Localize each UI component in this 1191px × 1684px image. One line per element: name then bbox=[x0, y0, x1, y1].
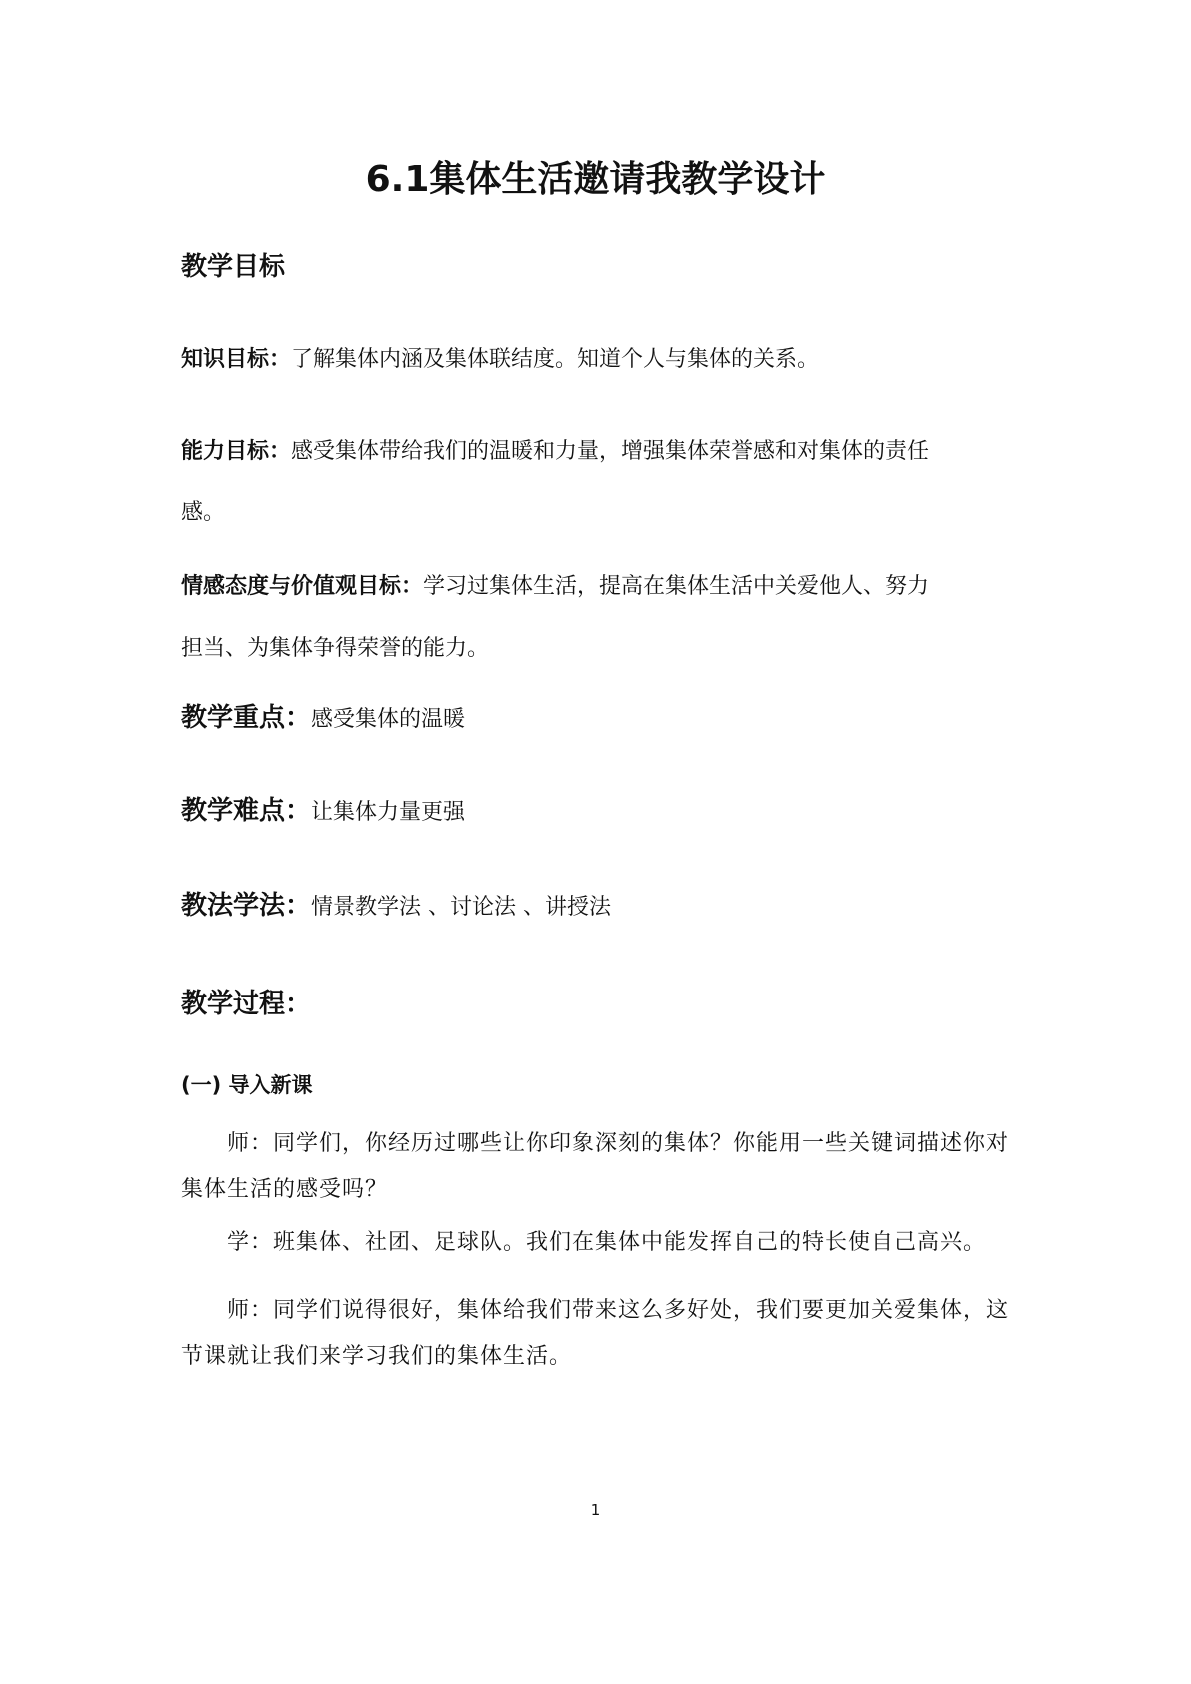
knowledge-goal bbox=[181, 345, 819, 375]
ability-goal-label: 能力目标： bbox=[181, 439, 292, 464]
difficult-point-label: 教学难点： bbox=[181, 796, 312, 826]
ability-goal-text-line1: 感受集体带给我们的温暖和力量，增强集体荣誉感和对集体的责任 bbox=[291, 439, 930, 464]
teaching-methods-label: 教法学法： bbox=[181, 891, 312, 921]
emotion-goal-text-line1: 学习过集体生活，提高在集体生活中关爱他人、努力 bbox=[423, 574, 930, 599]
teaching-goals-heading: 教学目标 bbox=[181, 252, 286, 282]
page-number: 1 bbox=[590, 1501, 601, 1519]
key-point-label: 教学重点： bbox=[181, 703, 312, 733]
knowledge-goal-label: 知识目标： bbox=[181, 347, 292, 372]
ability-goal-line1 bbox=[181, 437, 929, 467]
ability-goal-line2: 感。 bbox=[181, 500, 226, 525]
key-point bbox=[181, 703, 465, 735]
teaching-process-heading: 教学过程： bbox=[181, 989, 312, 1019]
key-point-text: 感受集体的温暖 bbox=[311, 707, 466, 732]
teaching-methods bbox=[181, 891, 611, 923]
emotion-goal-line2: 担当、为集体争得荣誉的能力。 bbox=[181, 636, 490, 661]
emotion-goal-label: 情感态度与价值观目标： bbox=[181, 574, 424, 599]
intro-section-heading: (一) 导入新课 bbox=[181, 1073, 313, 1097]
teaching-methods-text: 情景教学法 、讨论法 、讲授法 bbox=[311, 895, 612, 920]
emotion-goal-line1 bbox=[181, 572, 929, 602]
paragraph-teacher-question: 师：同学们，你经历过哪些让你印象深刻的集体？你能用一些关键词描述你对集体生活的感受吗？ bbox=[181, 1131, 1010, 1202]
paragraph-student-answer: 学：班集体、社团、足球队。我们在集体中能发挥自己的特长使自己高兴。 bbox=[227, 1230, 987, 1255]
difficult-point bbox=[181, 796, 465, 828]
page-title: 6.1集体生活邀请我教学设计 bbox=[365, 159, 826, 200]
difficult-point-text: 让集体力量更强 bbox=[311, 800, 466, 825]
knowledge-goal-text: 了解集体内涵及集体联结度。知道个人与集体的关系。 bbox=[291, 347, 820, 372]
paragraph-teacher-summary: 师：同学们说得很好，集体给我们带来这么多好处，我们要更加关爱集体，这节课就让我们来学习我们的集体生活。 bbox=[181, 1298, 1010, 1369]
